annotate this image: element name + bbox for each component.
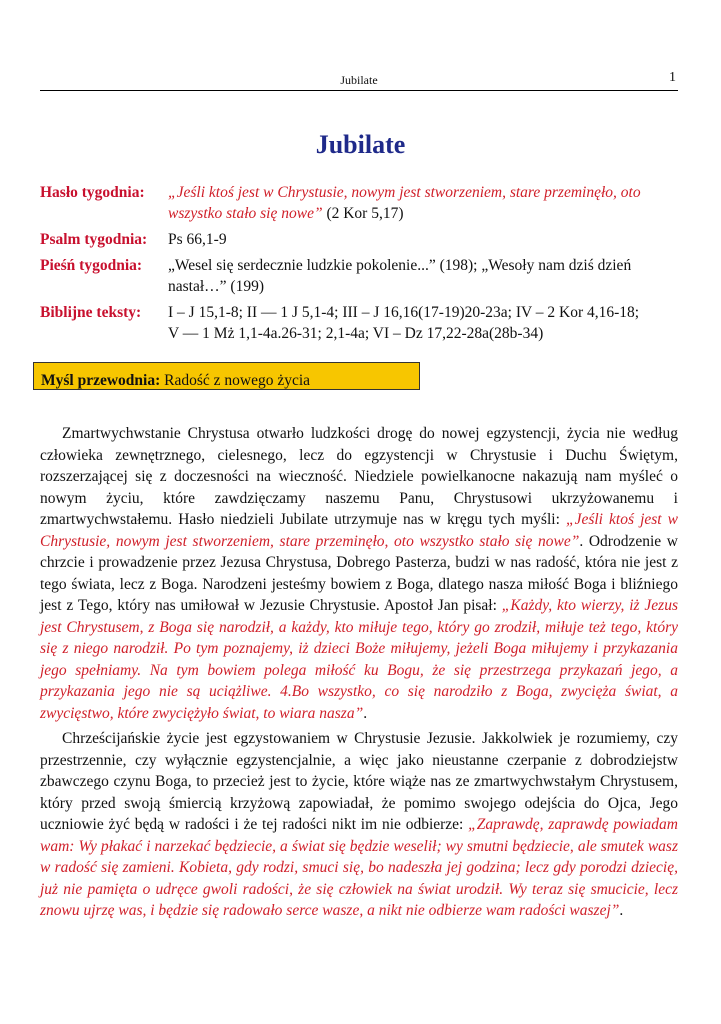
guiding-thought-text: Radość z nowego życia [160, 372, 311, 389]
psalm-row [40, 229, 678, 250]
week-info [40, 182, 678, 349]
running-header [40, 70, 678, 91]
teksty-label: Biblijne teksty: [40, 304, 142, 321]
haslo-row [40, 182, 678, 224]
p2-text-a: Chrześcijańskie życie jest egzystowaniem w Chrystusie Jezusie. Jakkolwiek je rozumiemy, czy przestrzennie, czy wyłącznie egzystencjalnie, a więc jako nieustanne czerpanie z dobrodziejstw zbawczego czynu Boga, to przecież jest to życie, które wiąże nas ze zmartwychwstałym Chrystusem, który przed swoją śmiercią krzyżową zapowiadał, że pomimo swojego odejścia do Ojca, Jego uczniowie żyć będą w radości i że tej radości nikt im nie odbierze: [40, 730, 678, 833]
paragraph-2 [40, 728, 678, 922]
guiding-thought-box [33, 362, 420, 390]
running-title: Jubilate [340, 73, 378, 87]
p1-quote-1: „Jeśli ktoś jest w Chrystusie, nowym jest stworzeniem, stare przeminęło, oto wszystko stało się nowe” [40, 511, 678, 550]
teksty-line-1: I – J 15,1-8; II — 1 J 5,1-4; III – J 16,16(17-19)20-23a; IV – 2 Kor 4,16-18; [168, 304, 640, 321]
body-text [40, 423, 678, 926]
haslo-label: Hasło tygodnia: [40, 184, 145, 201]
teksty-line-2: V — 1 Mż 1,1-4a.26-31; 2,1-4a; VI – Dz 17,22-28a(28b-34) [168, 325, 544, 342]
teksty-value [168, 302, 678, 344]
haslo-quote: „Jeśli ktoś jest w Chrystusie, nowym jest stworzeniem, stare przeminęło, oto wszystko stało się nowe” [168, 184, 641, 222]
haslo-value [168, 182, 678, 224]
p1-text-c: . [363, 704, 368, 722]
p2-text-b: . [619, 902, 624, 919]
p2-quote: „Zaprawdę, zaprawdę powiadam wam: Wy płakać i narzekać będziecie, a świat się będzie weselił; wy smutni będziecie, ale smutek wasz w radość się zamieni. Kobieta, gdy rodzi, smuci się, bo nadeszła jej godzina; lecz gdy porodzi dziecię, już nie pamięta o udręce gwoli radości, że się człowiek na świat urodził. Wy teraz się smucicie, lecz znowu ujrzę was, i będzie się radowało serce wasze, a nikt nie odbierze wam radości waszej” [40, 816, 678, 919]
piesn-label: Pieśń tygodnia: [40, 257, 143, 274]
piesn-row [40, 255, 678, 297]
psalm-value: Ps 66,1-9 [168, 231, 227, 248]
guiding-thought-label: Myśl przewodnia: [41, 372, 161, 389]
page-number: 1 [669, 70, 676, 85]
piesn-value: „Wesel się serdecznie ludzkie pokolenie...” (198); „Wesoły nam dziś dzień nastał…” (199) [168, 257, 632, 295]
teksty-row [40, 302, 678, 344]
p1-quote-2: „Każdy, kto wierzy, iż Jezus jest Chrystusem, z Boga się narodził, a każdy, kto miłuje tego, który go zrodził, miłuje też tego, który się z niego narodził. Po tym poznajemy, iż dzieci Boże miłujemy, jeżeli Boga miłujemy i przykazania jego spełniamy. Na tym bowiem polega miłość ku Bogu, że się przestrzega przykazań jego, a przykazania jego nie są uciążliwe. 4.Bo wszystko, co się narodziło z Boga, zwycięża świat, a zwycięstwo, które zwyciężyło świat, to wiara nasza” [40, 597, 678, 722]
p1-text-b: . Odrodzenie w chrzcie i prowadzenie przez Jezusa Chrystusa, Dobrego Pasterza, budzi w nas radość, która nie jest z tego świata, lecz z Boga. Narodzeni jesteśmy bowiem z Boga, dlatego nasza miłość Boga i bliźniego jest z Tego, który nas umiłował w Jezusie Chrystusie. Apostoł Jan pisał: [40, 532, 678, 614]
p1-text-a: Zmartwychwstanie Chrystusa otwarło ludzkości drogę do nowej egzystencji, życia nie według człowieka zewnętrznego, cielesnego, lecz do egzystencji w Chrystusie i Duchu Świętym, rozszerzającej się z doczesności na wieczność. Niedziele powielkanocne nakazują nam myśleć o nowym życiu, które zawdzięczamy naszemu Panu, Chrystusowi ukrzyżowanemu i zmartwychwstałemu. Hasło niedzieli Jubilate utrzymuje nas w kręgu tych myśli: [40, 425, 678, 528]
page-title: Jubilate [315, 130, 406, 159]
haslo-ref: (2 Kor 5,17) [322, 205, 404, 222]
paragraph-1 [40, 423, 678, 724]
psalm-label: Psalm tygodnia: [40, 231, 148, 248]
